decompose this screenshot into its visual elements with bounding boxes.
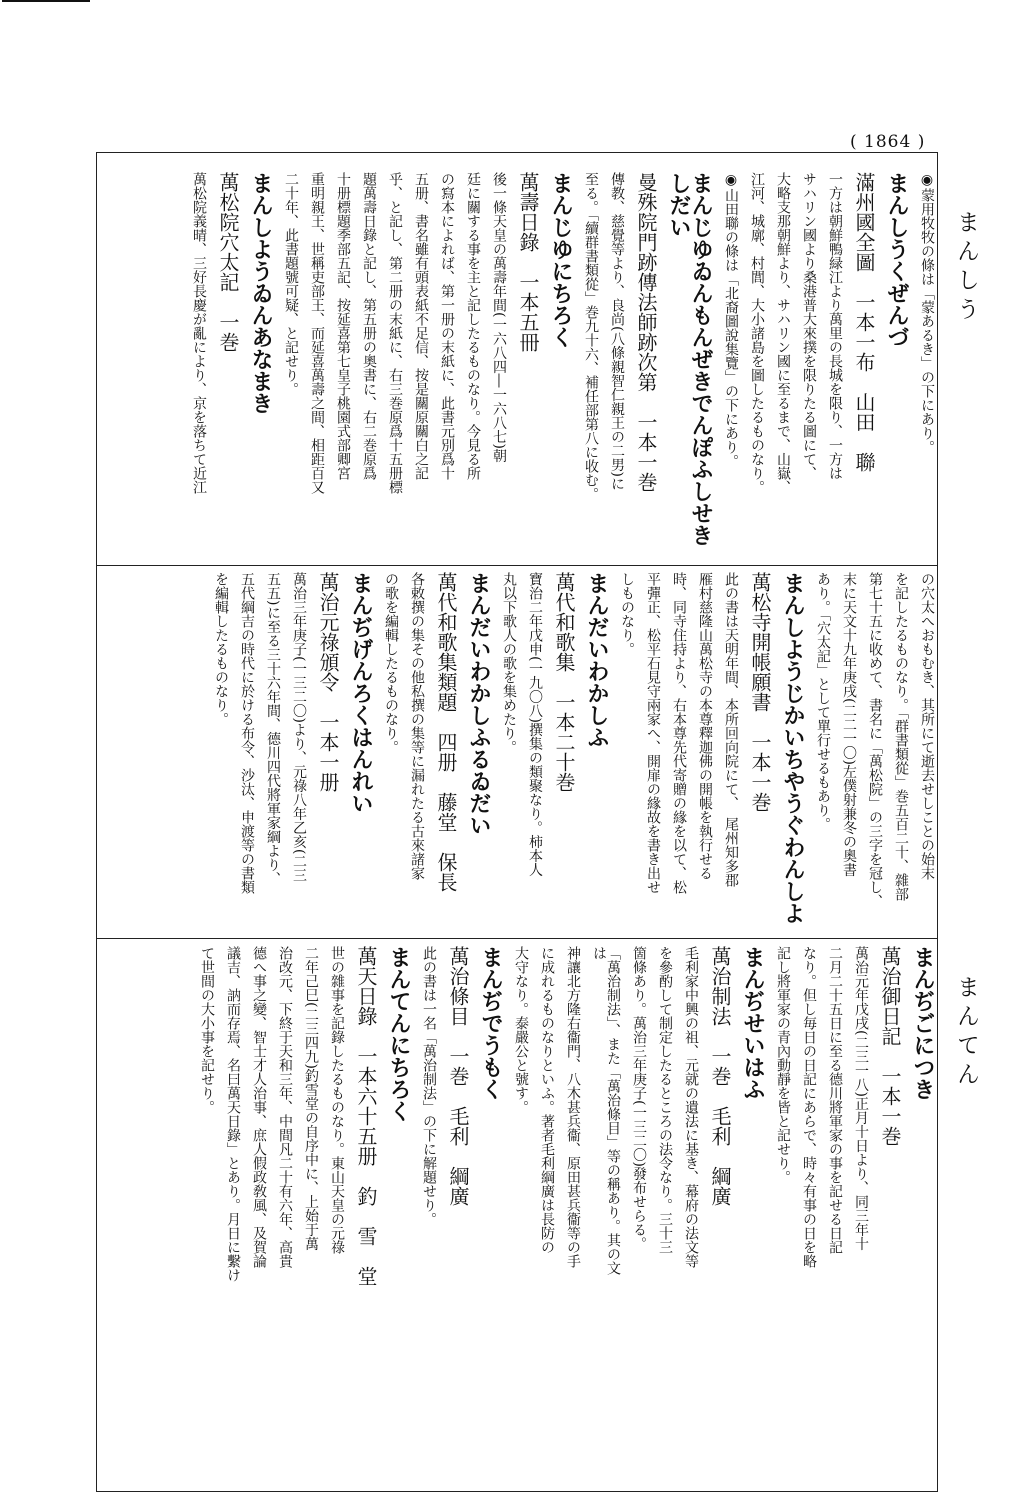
entry-reading: まんじゆにちろく <box>548 172 574 348</box>
side-label-top: まんしう <box>953 210 979 326</box>
entry-text-line: 廷に關する事を主と記したるものなり。今見る所 <box>465 172 481 480</box>
band-middle <box>100 572 934 932</box>
entry-text-line: 寶治二年戊申(一九〇八)撰集の類聚なり。柿本人 <box>527 572 543 877</box>
entry-text-line: 大守なり。泰嚴公と號す。 <box>513 946 529 1114</box>
entry-text-line: 萬松院義晴、三好長慶が亂により、京を落ちて近江 <box>191 172 207 494</box>
entry-text-line: 雁村慈隆山萬松寺の本尊釋迦佛の開帳を執行せる <box>697 572 713 880</box>
entry-title: 萬松院穴太記 一巻 <box>216 172 240 352</box>
entry-text-line: 末に天文十九年庚戌(二二一〇)左僕射兼冬の奧書 <box>841 572 857 877</box>
entry-text-line: 乎、と記し、第二册の末紙に、右三巻原爲十五册標 <box>387 172 403 494</box>
top-left-rule <box>2 0 90 2</box>
entry-title: 萬治元祿頒令 一本一册 <box>316 572 340 792</box>
entry-text-line: を參酌して制定したるところの法令なり。三十三 <box>657 946 673 1254</box>
entry-text-line: 「萬治制法」、また「萬治條目」等の稱あり。其の文は <box>591 946 621 1275</box>
entry-text-line: 世の雜事を記錄したるものなり。東山天皇の元祿 <box>329 946 345 1254</box>
entry-text-line: の歌を編輯したるものなり。 <box>383 572 399 754</box>
entry-title: 萬治制法 一巻 毛利 綱廣 <box>708 946 732 1206</box>
entry-title: 萬松寺開帳願書 一本一巻 <box>748 572 772 812</box>
entry-text-line: 至る。「續群書類從」巻九十六、補任部第八に收む。 <box>583 172 599 501</box>
entry-text-line: 議吉、訥而存焉、名曰萬天日錄」とあり。月日に繫け <box>225 946 241 1282</box>
entry-text-line: 此の書は天明年間、本所回向院にて、 尾州知多郡 <box>723 572 739 887</box>
entry-text-line: ◉蒙用牧牧の條は「蒙あるき」の下にあり。 <box>919 172 935 454</box>
entry-title: 萬天日錄 一本六十五册 釣 雪 堂 <box>354 946 378 1286</box>
entry-text-line: 後一條天皇の萬壽年間(一六八四―一六八七)朝 <box>491 172 507 463</box>
entry-text-line: 神讓北方隆右衞門、八木甚兵衞、原田甚兵衞等の手 <box>565 946 581 1268</box>
side-label-bottom: まんてん <box>953 975 979 1091</box>
page-number: ( 1864 ) <box>850 132 926 152</box>
entry-text-line: 箇條あり。萬治三年庚子(一三二〇)發布せらる。 <box>631 946 647 1251</box>
entry-reading: まんぢごにつき <box>910 946 936 1100</box>
entry-text-line: を編輯したるものなり。 <box>213 572 229 726</box>
entry-text-line: なり。但し毎日の日記にあらで、時々有事の日を略 <box>801 946 817 1268</box>
entry-reading: まんてんにちろく <box>386 946 412 1122</box>
entry-text-line: 各敕撰の集その他私撰の集等に漏れたる古來諸家 <box>409 572 425 880</box>
entry-text-line: 題萬壽日錄と記し、第五册の奧書に、右二巻原爲 <box>361 172 377 480</box>
band-bottom <box>100 946 934 1286</box>
entry-text-line: 五五)に至る三十六年間、德川四代將軍家綱より、 <box>265 572 281 886</box>
band-divider-2 <box>96 938 938 939</box>
entry-text-line: 記し將軍家の青內動靜を皆と記せり。 <box>775 946 791 1184</box>
entry-text-line: サハリン國より桑港普大來撲を限りたる圖にて、 <box>801 172 817 480</box>
entry-text-line: 五代綱吉の時代に於ける布令、沙汰、申渡等の書類 <box>239 572 255 894</box>
entry-title: 萬代和歌集類題 四册 藤堂 保長 <box>434 572 458 892</box>
entry-text-line: 二十年、此書題號可疑、と記せり。 <box>283 172 299 396</box>
entry-text-line: 二年己巳(二三四九)釣雪堂の自序中に、上始于萬 <box>303 946 319 1251</box>
entry-text-line: 此の書は一名「萬治制法」の下に解題せり。 <box>421 946 437 1226</box>
entry-reading: まんだいわかしふ <box>584 572 610 748</box>
entry-text-line: 一方は朝鮮鴨緑江より萬里の長城を限り、一方は <box>827 172 843 480</box>
entry-text-line: て世間の大小事を記せり。 <box>199 946 215 1114</box>
entry-text-line: 二月二十五日に至る德川將軍家の事を記せる日記 <box>827 946 843 1254</box>
entry-title: 萬代和歌集 一本二十巻 <box>552 572 576 792</box>
entry-title: 萬壽日錄 一本五冊 <box>516 172 540 352</box>
entry-title: 曼殊院門跡傳法師跡次第 一本一巻 <box>634 172 658 492</box>
entry-title: 萬治條目 一巻 毛利 綱廣 <box>446 946 470 1206</box>
band-top <box>100 172 934 560</box>
band-divider-1 <box>96 565 938 566</box>
entry-text-line: 傳教、慈覺等より、良尚(八條親智仁親王の二男)に <box>609 172 625 491</box>
entry-text-line: に成れるものなりといふ。著者毛利綱廣は長防の <box>539 946 555 1254</box>
entry-text-line: 重明親王、世稱吏部王、而延喜萬壽之間、相距百又 <box>309 172 325 494</box>
entry-reading: まんぢげんろくはんれい <box>348 572 374 814</box>
entry-reading: まんぢでうもく <box>478 946 504 1100</box>
entry-text-line: しものなり。 <box>619 572 635 656</box>
entry-text-line: 萬治元年戊戌(二三一八)正月十日より、同三年十 <box>853 946 869 1251</box>
entry-reading: まんぢせいはふ <box>740 946 766 1100</box>
entry-reading: まんしうくぜんづ <box>884 172 910 348</box>
entry-text-line: の寫本によれば、第一册の末紙に、此書元別爲十 <box>439 172 455 480</box>
entry-text-line: 丸以下歌人の歌を集めたり。 <box>501 572 517 754</box>
entry-text-line: を記したるものなり。「群書類從」巻五百二十、雜部 <box>893 572 909 901</box>
entry-title: 萬治御日記 一本一巻 <box>878 946 902 1146</box>
entry-text-line: 毛利家中興の祖、元就の遺法に基き、幕府の法文等 <box>683 946 699 1268</box>
entry-text-line: の穴太へおもむき、其所にて逝去せしことの始末 <box>919 572 935 880</box>
entry-reading: まんしようゐんあなまき <box>248 172 274 414</box>
entry-text-line: 五册、書名雖有頭表紙不足信、按是關原關白之記 <box>413 172 429 480</box>
entry-title: 滿州國全圖 一本一布 山田 聯 <box>852 172 876 472</box>
entry-text-line: 大略支那朝鮮より、サハリン國に至るまで、山嶽、 <box>775 172 791 494</box>
entry-text-line: 平彈正、松平石見守兩家へ、開扉の緣故を書き出せ <box>645 572 661 894</box>
entry-reading: まんしようじかいちやうぐわんしよ <box>780 572 806 924</box>
entry-text-line: ◉山田聯の條は「北裔圖說集覽」の下にあり。 <box>723 172 739 468</box>
entry-text-line: 時、同寺住持より、右本尊先代寄贈の緣を以て、松 <box>671 572 687 894</box>
entry-text-line: 萬治三年庚子(一三二〇)より、元祿八年乙亥(二三 <box>291 572 307 883</box>
entry-text-line: あり。「穴太記」として單行せるもあり。 <box>815 572 831 831</box>
entry-reading: まんじゆゐんもんぜきでんぽふしせきしだい <box>666 172 714 546</box>
entry-text-line: 十册標題季部五記、按延喜第七皇子桃園式部卿宮 <box>335 172 351 480</box>
entry-text-line: 第七十五に收めて、書名に「萬松院」の三字を冠し、 <box>867 572 883 908</box>
entry-text-line: 江河、城廓、村閭、大小諸島を圖したるものなり。 <box>749 172 765 494</box>
entry-text-line: 德へ事之變、智士才人治事、庶人假政敎風、及賀論 <box>251 946 267 1268</box>
entry-reading: まんだいわかしふるゐだい <box>466 572 492 836</box>
entry-text-line: 治改元、下終于天和三年、中間凡二十有六年、高貴 <box>277 946 293 1268</box>
